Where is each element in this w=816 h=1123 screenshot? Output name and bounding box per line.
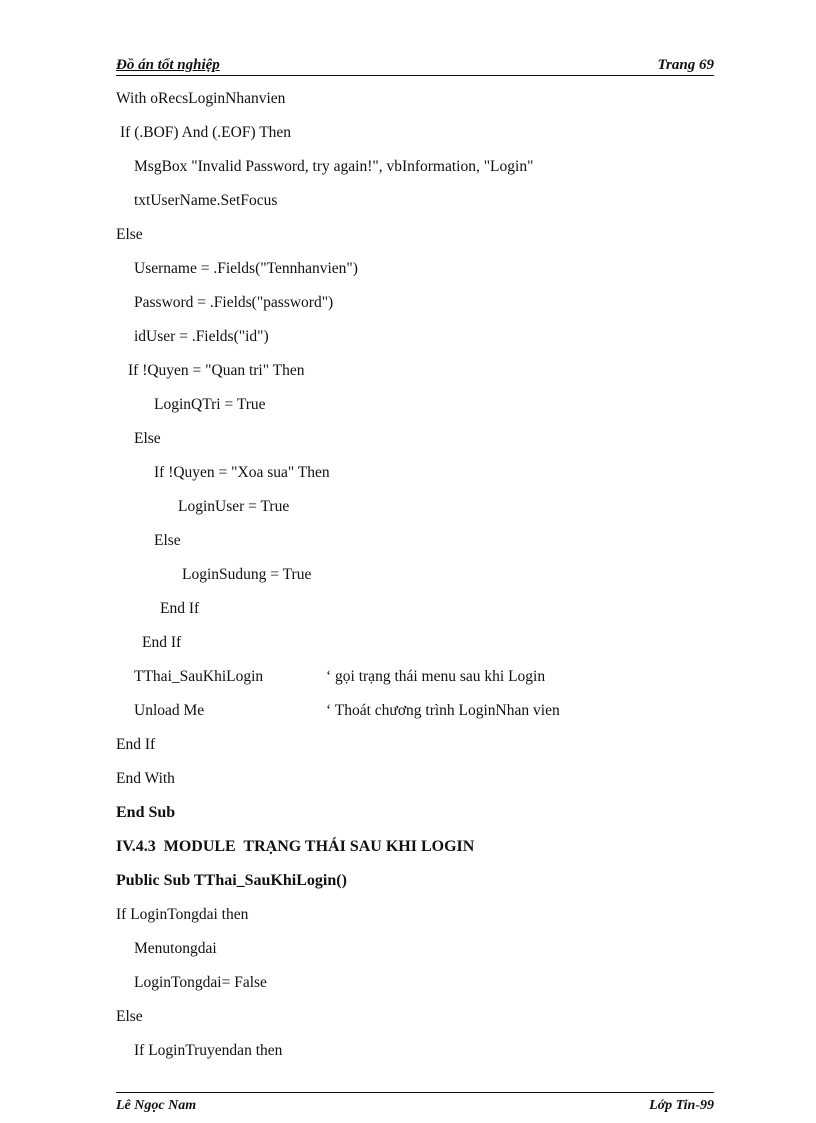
code-text: Else <box>116 1008 143 1025</box>
code-text: If (.BOF) And (.EOF) Then <box>120 124 292 141</box>
document-title: Đồ án tốt nghiệp <box>116 57 220 73</box>
code-line <box>116 660 716 694</box>
code-line <box>116 1034 716 1068</box>
code-line <box>116 592 716 626</box>
code-comment: ‘ gọi trạng thái menu sau khi Login <box>326 668 546 685</box>
code-line <box>116 1000 716 1034</box>
code-text: TThai_SauKhiLogin <box>134 668 264 685</box>
code-comment: ‘ Thoát chương trình LoginNhan vien <box>326 702 560 719</box>
code-text: MsgBox "Invalid Password, try again!", vbInformation, "Login" <box>134 158 534 175</box>
code-line <box>116 218 716 252</box>
page-number: Trang 69 <box>657 57 714 73</box>
code-text: End If <box>142 634 182 651</box>
code-text: LoginSudung = True <box>182 566 312 583</box>
code-line <box>116 82 716 116</box>
code-text: txtUserName.SetFocus <box>134 192 278 209</box>
code-line <box>116 694 716 728</box>
code-text: End If <box>160 600 200 617</box>
code-text: If LoginTruyendan then <box>134 1042 283 1059</box>
author-name: Lê Ngọc Nam <box>116 1098 197 1113</box>
code-text: IV.4.3 MODULE TRẠNG THÁI SAU KHI LOGIN <box>116 838 475 855</box>
code-text: If !Quyen = "Quan tri" Then <box>128 362 305 379</box>
code-text: Username = .Fields("Tennhanvien") <box>134 260 358 277</box>
code-text: Password = .Fields("password") <box>134 294 334 311</box>
code-text: idUser = .Fields("id") <box>134 328 269 345</box>
code-line <box>116 762 716 796</box>
code-line <box>116 728 716 762</box>
code-text: Public Sub TThai_SauKhiLogin() <box>116 872 347 889</box>
code-line <box>116 286 716 320</box>
code-line <box>116 320 716 354</box>
code-text: Else <box>154 532 181 549</box>
code-line <box>116 864 716 898</box>
code-line <box>116 116 716 150</box>
code-text: Unload Me <box>134 702 205 719</box>
class-name: Lớp Tin-99 <box>649 1098 714 1113</box>
code-text: LoginUser = True <box>178 498 290 515</box>
code-line <box>116 796 716 830</box>
page-header <box>116 55 714 76</box>
code-line <box>116 830 716 864</box>
code-text: Else <box>116 226 143 243</box>
code-line <box>116 558 716 592</box>
code-line <box>116 626 716 660</box>
code-line <box>116 184 716 218</box>
code-line <box>116 490 716 524</box>
code-text: End With <box>116 770 175 787</box>
code-line <box>116 966 716 1000</box>
code-text: LoginQTri = True <box>154 396 266 413</box>
code-line <box>116 422 716 456</box>
code-line <box>116 524 716 558</box>
code-text: If !Quyen = "Xoa sua" Then <box>154 464 330 481</box>
code-text: Else <box>134 430 161 447</box>
code-text: End Sub <box>116 804 176 821</box>
code-line <box>116 932 716 966</box>
code-text: LoginTongdai= False <box>134 974 267 991</box>
code-line <box>116 252 716 286</box>
code-line <box>116 898 716 932</box>
code-line <box>116 456 716 490</box>
code-text: If LoginTongdai then <box>116 906 249 923</box>
code-line <box>116 388 716 422</box>
code-line <box>116 150 716 184</box>
code-listing <box>116 82 716 1068</box>
code-line <box>116 354 716 388</box>
code-text: End If <box>116 736 156 753</box>
code-text: With oRecsLoginNhanvien <box>116 90 286 107</box>
page-footer <box>116 1092 714 1121</box>
code-text: Menutongdai <box>134 940 217 957</box>
